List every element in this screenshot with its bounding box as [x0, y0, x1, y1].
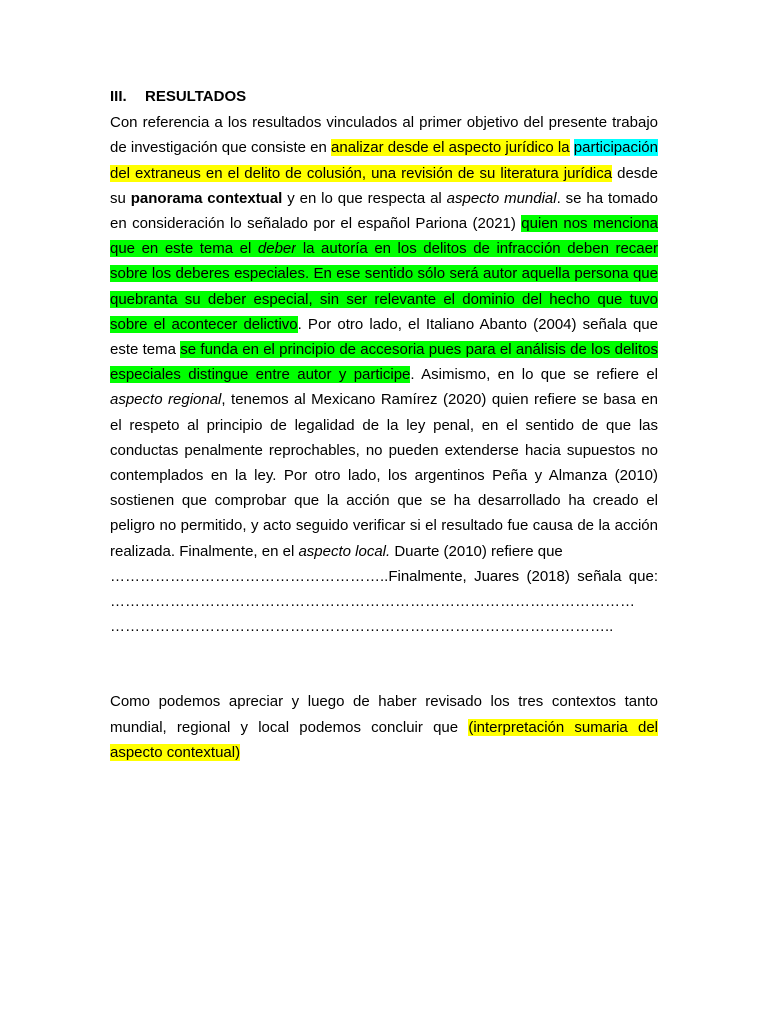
dotted-placeholder-line: ……………………………………………………………………………………………: [110, 593, 635, 611]
highlight-green: la autoría en los delitos de infracción deben recaer sobre los deberes especiales. En ese sentido sólo será autor aquella persona que quebranta su deber especial, sin ser relevante el dominio del hecho que tuvo sobre el acontecer delictivo: [110, 240, 658, 333]
highlight-yellow: del extraneus en el delito de colusión, una revisión de su literatura jurídica: [110, 164, 613, 182]
highlight-yellow: analizar desde el aspecto jurídico la: [331, 139, 570, 157]
text-segment: , tenemos al Mexicano Ramírez (2020) quien refiere se basa en el respeto al principio de legalidad de la ley penal, en el sentido de que las conductas penalmente reprochables, no pueden extenderse hacia supuestos no contemplados en la ley. Por otro lado, los argentinos Peña y Almanza (2010) sostienen que comprobar que la acción que se ha desarrollado ha creado el peligro no permitido, y acto seguido verificar si el resultado fue causa de la acción realizada. Finalmente, en el: [110, 391, 658, 560]
highlight-yellow: (interpretación sumaria del aspecto contextual): [110, 718, 658, 761]
text-segment: Como podemos apreciar y luego de haber revisado los tres contextos tanto mundial, regional y local podemos concluir que: [110, 693, 658, 736]
text-segment: y en lo que respecta al: [282, 189, 447, 207]
highlight-cyan: participación: [573, 139, 658, 157]
dotted-line-finalmente: ………………………………………………..Finalmente, Juares (2018) señala que:: [110, 567, 658, 585]
text-segment: Con referencia a los resultados vinculados al primer objetivo del presente trabajo de investigación que consiste en: [110, 114, 658, 157]
text-segment: Duarte (2010) refiere que: [390, 542, 563, 560]
section-heading: [110, 84, 658, 109]
bold-term: panorama contextual: [130, 189, 283, 207]
italic-term: aspecto local.: [298, 542, 391, 560]
document-page: [110, 84, 658, 765]
highlight-green-italic: deber: [257, 240, 297, 258]
conclusion-paragraph: [110, 689, 658, 765]
section-title: RESULTADOS: [145, 88, 247, 105]
text-segment: . Por otro lado, el Italiano Abanto (2004) señala que este tema: [110, 315, 658, 359]
highlight-green: quien nos menciona que en este tema el: [110, 215, 658, 258]
text-segment: desde su: [110, 164, 658, 207]
highlight-green: se funda en el principio de accesoria pues para el análisis de los delitos especiales distingue entre autor y participe: [110, 341, 658, 384]
italic-term: aspecto mundial: [446, 189, 557, 207]
text-segment: . Asimismo, en lo que se refiere el: [410, 366, 658, 384]
results-paragraph: [110, 110, 658, 564]
dotted-placeholder-line: ………………………………………………………………………………………..: [110, 618, 614, 636]
text-segment: . se ha tomado en consideración lo señalado por el español Pariona (2021): [110, 189, 659, 233]
italic-term: aspecto regional: [110, 391, 222, 409]
section-number: III.: [110, 88, 127, 105]
